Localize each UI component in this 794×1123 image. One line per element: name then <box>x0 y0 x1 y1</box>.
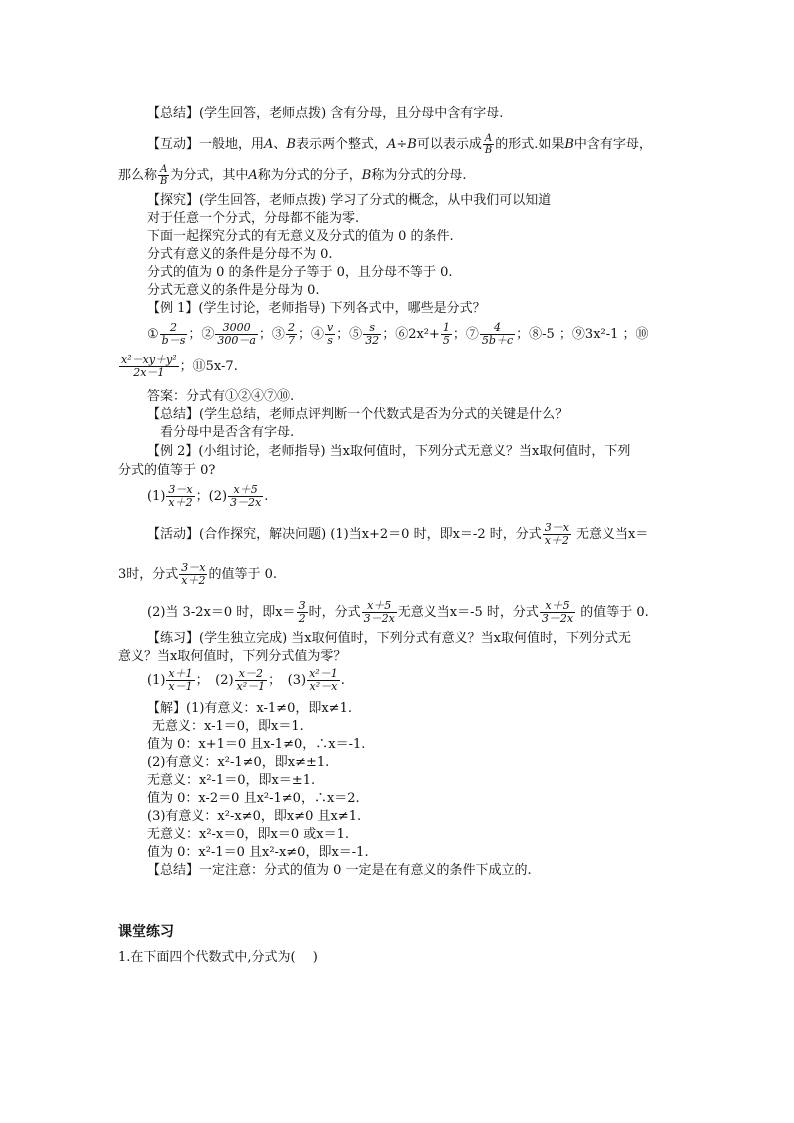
solution-line: 无意义：x²-x＝0，即x＝0 或x＝1. <box>147 827 350 842</box>
example-2-expressions: (1) $\frac{3-x}{x+2}$ ；(2) $\frac{x+5}{3-2x}$ . <box>147 483 269 509</box>
solution-line: (3)有意义：x²-x≠0，即x≠0 且x≠1. <box>147 809 362 824</box>
explore-line: 【探究】(学生回答，老师点拨) 学习了分式的概念，从中我们可以知道 <box>147 193 552 208</box>
text-line: 看分母中是否含有字母. <box>160 425 295 440</box>
example-2-heading: 【例 2】(小组讨论，老师指导) 当x取何值时，下列分式无意义？当x取何值时，下列 <box>147 444 631 459</box>
solution-line: 【解】(1)有意义：x-1≠0，即x≠1. <box>147 701 352 716</box>
interaction-line: 【互动】一般地，用A、B表示两个整式，A÷B可以表示成 $\frac{A}{B}$ 的形式.如果B中含有字母， <box>147 133 652 156</box>
text-line: 分式无意义的条件是分母为 0. <box>147 283 320 298</box>
definition-line: 那么称 $\frac{A}{B}$ 为分式，其中A称为分式的分子，B称为分式的分母. <box>118 164 467 187</box>
summary-1: 【总结】(学生回答，老师点拨) 含有分母，且分母中含有字母. <box>147 106 504 121</box>
activity-line: 【活动】(合作探究，解决问题) (1)当x+2＝0 时，即x＝-2 时，分式 $\frac{3-x}{x+2}$ 无意义当x＝ <box>147 521 649 547</box>
solution-line: 无意义：x-1＝0，即x＝1. <box>152 719 304 734</box>
text-line: 对于任意一个分式，分母都不能为零. <box>147 211 360 226</box>
fraction-a-over-b: $\frac{A}{B}$ <box>160 164 168 187</box>
solution-line: 值为 0：x+1＝0 且x-1≠0，∴x＝-1. <box>147 737 366 752</box>
text-line: 分式的值等于 0? <box>118 463 216 478</box>
solution-line: 值为 0：x²-1＝0 且x²-x≠0，即x＝-1. <box>147 845 369 860</box>
fraction-a-over-b: $\frac{A}{B}$ <box>484 133 493 156</box>
summary-2: 【总结】(学生总结，老师点评判断一个代数式是否为分式的关键是什么？ <box>147 407 569 422</box>
practice-expressions: (1) $\frac{x+1}{x-1}$ ； (2) $\frac{x-2}{\text{x²－1}}$ ； (3) $\frac{\text{x²－1}}{\text{x²－x}}$ . <box>147 667 345 693</box>
text-line: 分式有意义的条件是分母不为 0. <box>147 247 333 262</box>
solution-line: (2)有意义：x²-1≠0，即x≠±1. <box>147 755 330 770</box>
solution-line: 无意义：x²-1＝0，即x＝±1. <box>147 773 316 788</box>
text-line: 分式的值为 0 的条件是分子等于 0，且分母不等于 0. <box>147 265 453 280</box>
activity-line-3: (2)当 3-2x＝0 时，即x＝ $\frac{3}{2}$ 时，分式 $\frac{x+5}{3-2x}$ 无意义当x＝-5 时，分式 $\frac{x+5}{3-2x}$ 的值等于 0. <box>147 599 649 625</box>
solution-line: 值为 0：x-2＝0 且x²-1≠0，∴x＝2. <box>147 791 360 806</box>
example-1-expressions: ① $\frac{2}{b-s}$ ；② $\frac{3000}{300-a}$ ；③ $\frac{2}{7}$ ；④ $\frac{v}{s}$ ；⑤ $\frac{s}{32}$ ；⑥2x²+ $\frac{1}{5}$ ；⑦ $\frac{4}{5b+c}$ ；⑧-5 ；⑨3x²-1 ；⑩ <box>147 321 649 347</box>
text-line: 意义？当x取何值时，下列分式值为零？ <box>118 649 347 664</box>
example-1-heading: 【例 1】(学生讨论，老师指导) 下列各式中，哪些是分式？ <box>147 301 486 316</box>
answer-line: 答案：分式有①②④⑦⑩. <box>147 389 295 404</box>
practice-heading: 【练习】(学生独立完成) 当x取何值时，下列分式有意义？当x取何值时，下列分式无 <box>147 631 631 646</box>
section-heading: 课堂练习 <box>118 924 174 940</box>
activity-line-2: 3时，分式 $\frac{3-x}{x+2}$ 的值等于 0. <box>118 561 278 587</box>
text-line: 下面一起探究分式的有无意义及分式的值为 0 的条件. <box>147 229 454 244</box>
summary-3: 【总结】一定注意：分式的值为 0 一定是在有意义的条件下成立的. <box>147 863 532 878</box>
question-1: 1.在下面四个代数式中,分式为( ) <box>118 950 318 965</box>
example-1-expressions-cont: $\frac{\text{x²－xy＋y²}}{2x-1}$ ；⑪5x-7. <box>121 353 238 379</box>
